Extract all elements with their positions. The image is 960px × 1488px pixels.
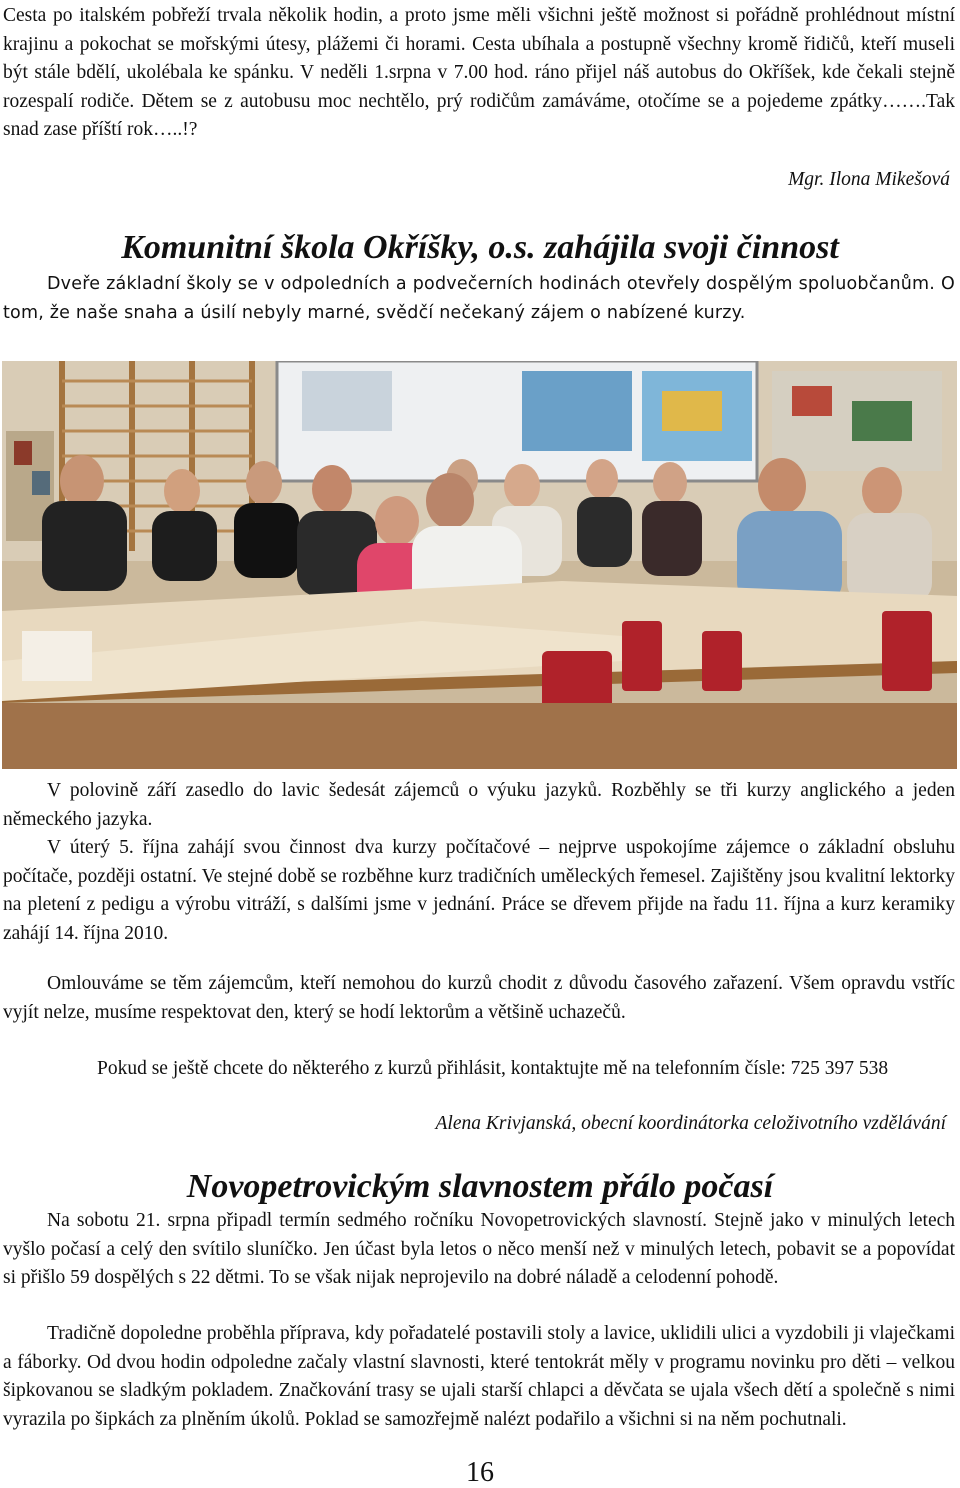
article2-title: Novopetrovickým slavnostem přálo počasí: [186, 1168, 774, 1205]
article2-paragraph: Tradičně dopoledne proběhla příprava, kdy pořadatelé postavili stoly a lavice, uklidili ulici a vyzdobili ji vlaječkami a fáborky. Od dvou hodin odpoledne začaly vlastní slavnosti, které tentokrát měly v programu novinku pro děti – velkou šipkovanou se sladkým pokladem. Značkování trasy se ujali starší chlapci a děvčata se ujala všech dětí a společně s nimi vyrazila po šipkách za plněním úkolů. Poklad se samozřejmě nalézt podařilo a všichni si na něm pochutnali.: [3, 1323, 955, 1430]
classroom-photo: [2, 361, 957, 769]
article1-paragraph: Omlouváme se těm zájemcům, kteří nemohou do kurzů chodit z důvodu časového zařazení. Všem opravdu vstříc vyjít nelze, musíme respektovat den, který se hodí lektorům a většině uchazečů.: [3, 973, 955, 1023]
article2-paragraph: Na sobotu 21. srpna připadl termín sedmého ročníku Novopetrovických slavností. Stejně jako v minulých letech vyšlo počasí a celý den svítilo sluníčko. Jen účast byla letos o něco menší než v minulých letech, pobavit se a popovídat si přišlo 59 dospělých s 22 dětmi. To se však nijak neprojevilo na dobré náladě a celodenní pohodě.: [3, 1210, 955, 1288]
article1-title: Komunitní škola Okříšky, o.s. zahájila svoji činnost: [121, 229, 839, 266]
article1-paragraph: Pokud se ještě chcete do některého z kurzů přihlásit, kontaktujte mě na telefonním čísle: 725 397 538: [97, 1058, 889, 1079]
article1-paragraph: V úterý 5. října zahájí svou činnost dva kurzy počítačové – nejprve uspokojíme zájemce o základní obsluhu počítače, později ostatní. Ve stejné době se rozběhne kurz tradičních uměleckých řemesel. Zajištěny jsou kvalitní lektorky na pletení z pedigu a výrobu vitráží, s dalšími jsme v jednání. Práce se dřevem přijde na řadu 11. října a kurz keramiky zahájí 14. října 2010.: [3, 837, 955, 944]
intro-paragraph: Cesta po italském pobřeží trvala několik hodin, a proto jsme měli všichni ještě možnost si pořádně prohlédnout místní krajinu a pokochat se mořskými útesy, plážemi či horami. Cesta ubíhala a postupně všechny kromě řidičů, kteří museli být stále bdělí, ukolébala ke spánku. V neděli 1.srpna v 7.00 hod. ráno přijel náš autobus do Okříšek, kde čekali stejně rozespalí rodiče. Dětem se z autobusu moc nechtělo, prý rodičům zamáváme, otočíme se a pojedeme zpátky…….Tak snad zase příští rok…..!?: [3, 5, 955, 140]
intro-signature: Mgr. Ilona Mikešová: [788, 169, 950, 190]
article1-lead: Dveře základní školy se v odpoledních a podvečerních hodinách otevřely dospělým spoluobčanům. O tom, že naše snaha a úsilí nebyly marné, svědčí nečekaný zájem o nabízené kurzy.: [3, 274, 955, 323]
article1-paragraph: V polovině září zasedlo do lavic šedesát zájemců o výuku jazyků. Rozběhly se tři kurzy anglického a jeden německého jazyka.: [3, 780, 955, 830]
article1-signature: Alena Krivjanská, obecní koordinátorka celoživotního vzdělávání: [435, 1113, 946, 1134]
page-number: 16: [466, 1457, 494, 1488]
